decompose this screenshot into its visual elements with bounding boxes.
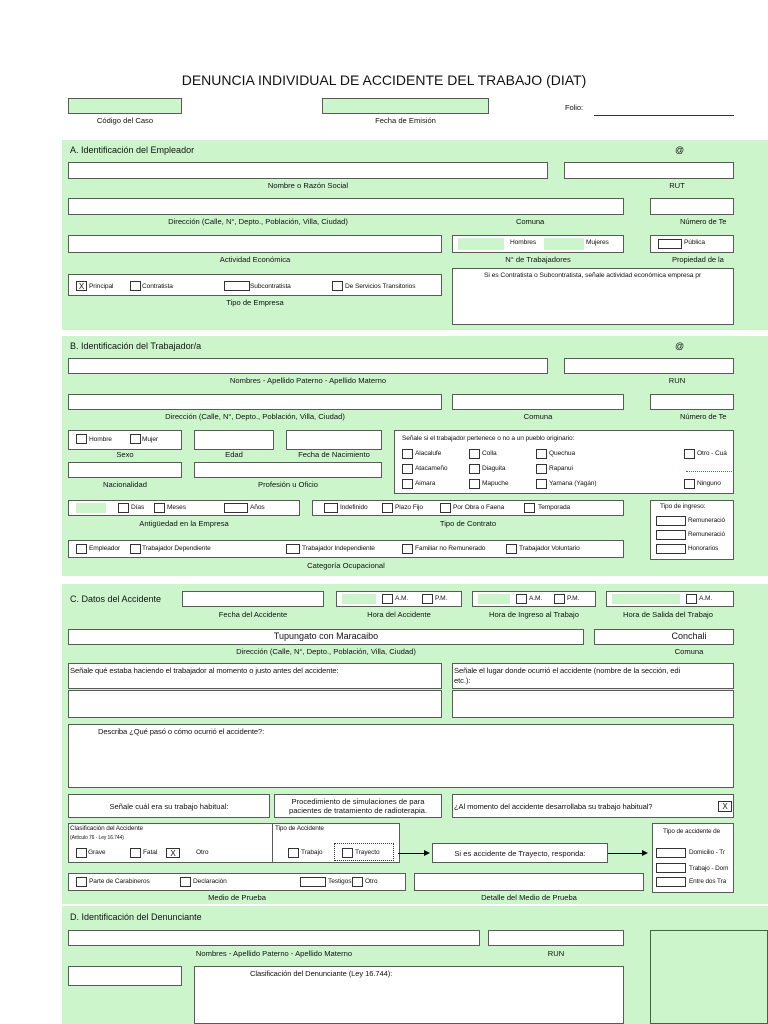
dias-checkbox[interactable] [118, 503, 129, 513]
trayecto-checkbox[interactable] [342, 848, 353, 858]
accidente-comuna-label: Comuna [674, 647, 704, 656]
declaracion-label: Declaración [193, 878, 227, 885]
pueblo-option: Quechua [549, 450, 576, 457]
tipo-trayecto-label: Tipo de accidente de [663, 828, 721, 835]
pm-checkbox-1[interactable] [422, 594, 433, 604]
email-at-symbol: @ [675, 145, 685, 155]
codigo-caso-field[interactable] [68, 98, 182, 114]
anos-label: Años [250, 504, 265, 511]
tipo-ingreso-label: Tipo de ingreso: [660, 503, 706, 510]
colla-checkbox[interactable] [469, 449, 480, 459]
remuneracion2-label: Remuneració [688, 531, 725, 538]
domicilio-checkbox[interactable] [656, 848, 686, 858]
trabajo-label: Trabajo [301, 849, 323, 856]
mujeres-label: Mujeres [586, 239, 609, 246]
principal-label: Principal [89, 283, 114, 290]
mujeres-count-field[interactable] [544, 238, 584, 250]
folio-label: Folio: [565, 103, 583, 112]
otro-pueblo-line[interactable] [686, 471, 734, 472]
profesion-field[interactable] [194, 462, 382, 478]
trayecto-label: Trayecto [355, 849, 380, 856]
trabajador-run-label: RUN [668, 376, 686, 385]
servicios-checkbox[interactable] [332, 281, 343, 291]
ninguno-checkbox[interactable] [684, 479, 695, 489]
entre-label: Entre dos Tra [689, 878, 727, 885]
hora-salida-field[interactable] [612, 594, 680, 604]
document-title: DENUNCIA INDIVIDUAL DE ACCIDENTE DEL TRABAJO (DIAT) [181, 72, 587, 88]
section-c-heading: C. Datos del Accidente [70, 594, 162, 604]
antiguedad-value-field[interactable] [76, 503, 106, 513]
obra-label: Por Obra o Faena [453, 504, 505, 511]
articulo-label: (Artículo 76 - Ley 16.744) [70, 835, 124, 841]
accidente-direccion-label: Dirección (Calle, N°, Depto., Población, Villa, Ciudad) [236, 647, 416, 656]
detalle-medio-label: Detalle del Medio de Prueba [481, 893, 577, 902]
empleador-rut-field[interactable] [564, 162, 734, 179]
atacameno-checkbox[interactable] [402, 464, 413, 474]
fecha-nacimiento-field[interactable] [286, 430, 382, 450]
arrow-line-2 [608, 853, 646, 854]
plazo-fijo-label: Plazo Fijo [395, 504, 423, 511]
temporada-label: Temporada [538, 504, 571, 511]
nombre-razon-label: Nombre o Razón Social [267, 181, 349, 190]
actividad-label: Actividad Económica [219, 255, 291, 264]
trabajador-direccion-field[interactable] [68, 394, 442, 410]
lugar-question: Señale el lugar donde ocurrió el accidente (nombre de la sección, edi [454, 666, 681, 675]
familiar-checkbox[interactable] [402, 544, 413, 554]
familiar-label: Familiar no Remunerado [415, 545, 486, 552]
desarrollaba-si-checkbox[interactable]: X [718, 801, 732, 812]
parte-carabineros-checkbox[interactable] [76, 877, 87, 887]
desarrollaba-question: ¿Al momento del accidente desarrollaba su trabajo habitual? [454, 802, 653, 811]
propiedad-label: Propiedad de la [672, 255, 724, 264]
section-a-heading: A. Identificación del Empleador [70, 145, 195, 155]
accidente-comuna-value: Conchali [671, 631, 707, 641]
ninguno-label: Ninguno [697, 480, 721, 487]
honorarios-label: Honorarios [688, 545, 719, 552]
trabajo-dom-checkbox[interactable] [656, 863, 686, 873]
obra-checkbox[interactable] [440, 503, 451, 513]
entre-checkbox[interactable] [656, 877, 686, 887]
plazo-fijo-checkbox[interactable] [382, 503, 393, 513]
trabajo-habitual-value-2: pacientes de tratamiento de radioterapia. [288, 806, 428, 815]
lugar-answer-field[interactable] [452, 690, 734, 718]
otro-pueblo-checkbox[interactable] [684, 449, 695, 459]
pueblo-option: Mapuche [482, 480, 509, 487]
otro-medio-label: Otro [365, 878, 378, 885]
am-checkbox-1[interactable] [382, 594, 393, 604]
firma-box[interactable] [650, 930, 768, 1024]
si-trayecto-label: Si es accidente de Trayecto, responda: [454, 849, 586, 858]
trabajador-nombres-label: Nombres - Apellido Paterno - Apellido Materno [229, 376, 387, 385]
trabajador-comuna-field[interactable] [452, 394, 624, 410]
fecha-emision-label: Fecha de Emisión [375, 116, 436, 125]
am-label-2: A.M. [529, 595, 543, 602]
comuna-label: Comuna [516, 217, 545, 226]
pueblo-option: Diaguita [482, 465, 506, 472]
edad-label: Edad [225, 450, 243, 459]
denunciante-run-field[interactable] [488, 930, 624, 946]
subcontratista-checkbox[interactable] [224, 281, 250, 291]
declaracion-checkbox[interactable] [180, 877, 191, 887]
empleador-nombre-field[interactable] [68, 162, 548, 179]
diaguita-checkbox[interactable] [469, 464, 480, 474]
detalle-medio-field[interactable] [414, 873, 644, 891]
arrow-right-icon [642, 850, 648, 856]
fecha-accidente-label: Fecha del Accidente [218, 610, 288, 619]
contratista-checkbox[interactable] [130, 281, 141, 291]
folio-line[interactable] [594, 115, 734, 116]
clasificacion-denunciante-label: Clasificación del Denunciante (Ley 16.744): [250, 969, 393, 978]
pueblo-question: Señale si el trabajador pertenece o no a un pueblo originario: [402, 435, 575, 442]
empleador-label: Empleador [89, 545, 120, 552]
am-label-1: A.M. [395, 595, 409, 602]
honorarios-checkbox[interactable] [656, 544, 686, 554]
denunciante-run-label: RUN [547, 949, 565, 958]
am-checkbox-2[interactable] [516, 594, 527, 604]
am-label-3: A.M. [699, 595, 713, 602]
pueblo-option: Atacameño [415, 465, 448, 472]
hombre-checkbox[interactable] [76, 434, 87, 444]
pueblo-option: Rapanui [549, 465, 573, 472]
tipo-contrato-label: Tipo de Contrato [439, 519, 497, 528]
dias-label: Días [131, 504, 145, 511]
yamana-checkbox[interactable] [536, 479, 547, 489]
mujer-checkbox[interactable] [130, 434, 141, 444]
quechua-checkbox[interactable] [536, 449, 547, 459]
direccion-label: Dirección (Calle, N°, Depto., Población, Villa, Ciudad) [168, 217, 348, 226]
am-checkbox-3[interactable] [686, 594, 697, 604]
hombres-count-field[interactable] [458, 238, 504, 250]
fatal-checkbox[interactable] [130, 848, 141, 858]
section-d-heading: D. Identificación del Denunciante [70, 912, 202, 922]
publica-checkbox[interactable] [658, 239, 682, 249]
remuneracion1-checkbox[interactable] [656, 516, 686, 526]
section-b-heading: B. Identificación del Trabajador/a [70, 341, 202, 351]
pm-label-2: P.M. [567, 595, 580, 602]
trabajador-run-field[interactable] [564, 358, 734, 374]
subcontratista-label: Subcontratista [250, 283, 291, 290]
fatal-label: Fatal [143, 849, 158, 856]
indefinido-checkbox[interactable] [324, 503, 338, 513]
hora-accidente-field[interactable] [342, 594, 376, 604]
dependiente-checkbox[interactable] [130, 544, 141, 554]
arrow-right-icon [424, 850, 430, 856]
antiguedad-label: Antigüedad en la Empresa [139, 519, 229, 528]
hora-ingreso-label: Hora de Ingreso al Trabajo [489, 610, 579, 619]
servicios-label: De Servicios Transitorios [345, 283, 416, 290]
hora-accidente-label: Hora del Accidente [367, 610, 431, 619]
contratista-note: Si es Contratista o Subcontratista, señale actividad económica empresa pr [484, 272, 702, 279]
mujer-label: Mujer [142, 436, 158, 443]
codigo-caso-label: Código del Caso [96, 116, 154, 125]
haciendo-question: Señale qué estaba haciendo el trabajador al momento o justo antes del accidente: [70, 666, 339, 675]
rapanui-checkbox[interactable] [536, 464, 547, 474]
temporada-checkbox[interactable] [524, 503, 535, 513]
hombre-label: Hombre [89, 436, 112, 443]
trabajo-habitual-value-1: Procedimiento de simulaciones de para [291, 797, 425, 806]
accidente-direccion-value: Tupungato con Maracaibo [273, 631, 379, 641]
lugar-question-cont: etc.): [454, 676, 471, 685]
nacionalidad-field[interactable] [68, 462, 182, 478]
denunciante-nombres-field[interactable] [68, 930, 480, 946]
profesion-label: Profesión u Oficio [258, 480, 318, 489]
otro-pueblo-label: Otro - Cuá [697, 450, 727, 457]
domicilio-label: Domicilio - Tr [689, 849, 725, 856]
testigos-label: Testigos [328, 878, 352, 885]
pm-label-1: P.M. [435, 595, 448, 602]
fecha-emision-field[interactable] [322, 98, 489, 114]
anos-checkbox[interactable] [224, 503, 248, 513]
grave-checkbox[interactable] [76, 848, 87, 858]
testigos-checkbox[interactable] [300, 877, 326, 887]
n-trabajadores-label: N° de Trabajadores [505, 255, 571, 264]
sexo-label: Sexo [116, 450, 134, 459]
nacionalidad-label: Nacionalidad [103, 480, 147, 489]
otro-clasificacion-label: Otro [196, 849, 209, 856]
trabajo-checkbox[interactable] [288, 848, 299, 858]
trabajador-telefono-field[interactable] [650, 394, 734, 410]
pueblo-option: Colla [482, 450, 497, 457]
numero-tel-label: Número de Te [680, 217, 727, 226]
empleador-direccion-field[interactable] [68, 198, 624, 215]
fecha-nacimiento-label: Fecha de Nacimiento [298, 450, 370, 459]
trabajo-habitual-label: Señale cuál era su trabajo habitual: [109, 802, 229, 811]
rut-label: RUT [669, 181, 685, 190]
hombres-label: Hombres [510, 239, 537, 246]
fecha-accidente-field[interactable] [182, 591, 324, 607]
voluntario-checkbox[interactable] [506, 544, 517, 554]
parte-carabineros-label: Parte de Carabineros [89, 878, 150, 885]
grave-label: Grave [88, 849, 106, 856]
mapuche-checkbox[interactable] [469, 479, 480, 489]
tipo-accidente-label: Tipo de Accidente [275, 825, 324, 832]
empleador-telefono-field[interactable] [650, 198, 734, 215]
actividad-economica-field[interactable] [68, 235, 442, 253]
principal-checkbox[interactable]: X [76, 281, 87, 291]
hora-salida-label: Hora de Salida del Trabajo [623, 610, 713, 619]
medio-prueba-label: Medio de Prueba [208, 893, 266, 902]
trabajador-nombres-field[interactable] [68, 358, 548, 374]
dependiente-label: Trabajador Dependiente [142, 545, 211, 552]
aimara-checkbox[interactable] [402, 479, 413, 489]
remuneracion2-checkbox[interactable] [656, 530, 686, 540]
trabajador-direccion-label: Dirección (Calle, N°, Depto., Población, Villa, Ciudad) [165, 412, 345, 421]
contratista-label: Contratista [142, 283, 173, 290]
trabajador-tel-label: Número de Te [680, 412, 727, 421]
alacalufe-checkbox[interactable] [402, 449, 413, 459]
remuneracion1-label: Remuneració [688, 517, 725, 524]
independiente-checkbox[interactable] [286, 544, 300, 554]
describa-question: Describa ¿Qué pasó o cómo ocurrió el accidente?: [98, 727, 265, 736]
hora-ingreso-field[interactable] [478, 594, 510, 604]
pueblo-option: Aimara [415, 480, 436, 487]
publica-label: Pública [684, 239, 705, 246]
categoria-label: Categoría Ocupacional [307, 561, 385, 570]
pueblo-option: Yamana (Yagán) [549, 480, 597, 487]
trabajador-comuna-label: Comuna [523, 412, 553, 421]
meses-checkbox[interactable] [154, 503, 165, 513]
pm-checkbox-2[interactable] [554, 594, 565, 604]
denunciante-nombres-label: Nombres - Apellido Paterno - Apellido Materno [195, 949, 353, 958]
email-at-symbol-b: @ [675, 341, 685, 351]
otro-medio-checkbox[interactable] [352, 877, 363, 887]
independiente-label: Trabajador Independiente [302, 545, 375, 552]
trabajo-dom-label: Trabajo - Dom [689, 865, 729, 872]
otro-clasificacion-checkbox[interactable]: X [166, 848, 180, 858]
tipo-empresa-label: Tipo de Empresa [226, 298, 284, 307]
empleador-checkbox[interactable] [76, 544, 87, 554]
meses-label: Meses [167, 504, 186, 511]
indefinido-label: Indefinido [340, 504, 368, 511]
voluntario-label: Trabajador Voluntario [519, 545, 580, 552]
clasificacion-label: Clasificación del Accidente [70, 825, 143, 832]
pueblo-option: Alacalufe [415, 450, 442, 457]
haciendo-answer-field[interactable] [68, 690, 442, 718]
edad-field[interactable] [194, 430, 274, 450]
denunciante-extra-field[interactable] [68, 966, 182, 986]
